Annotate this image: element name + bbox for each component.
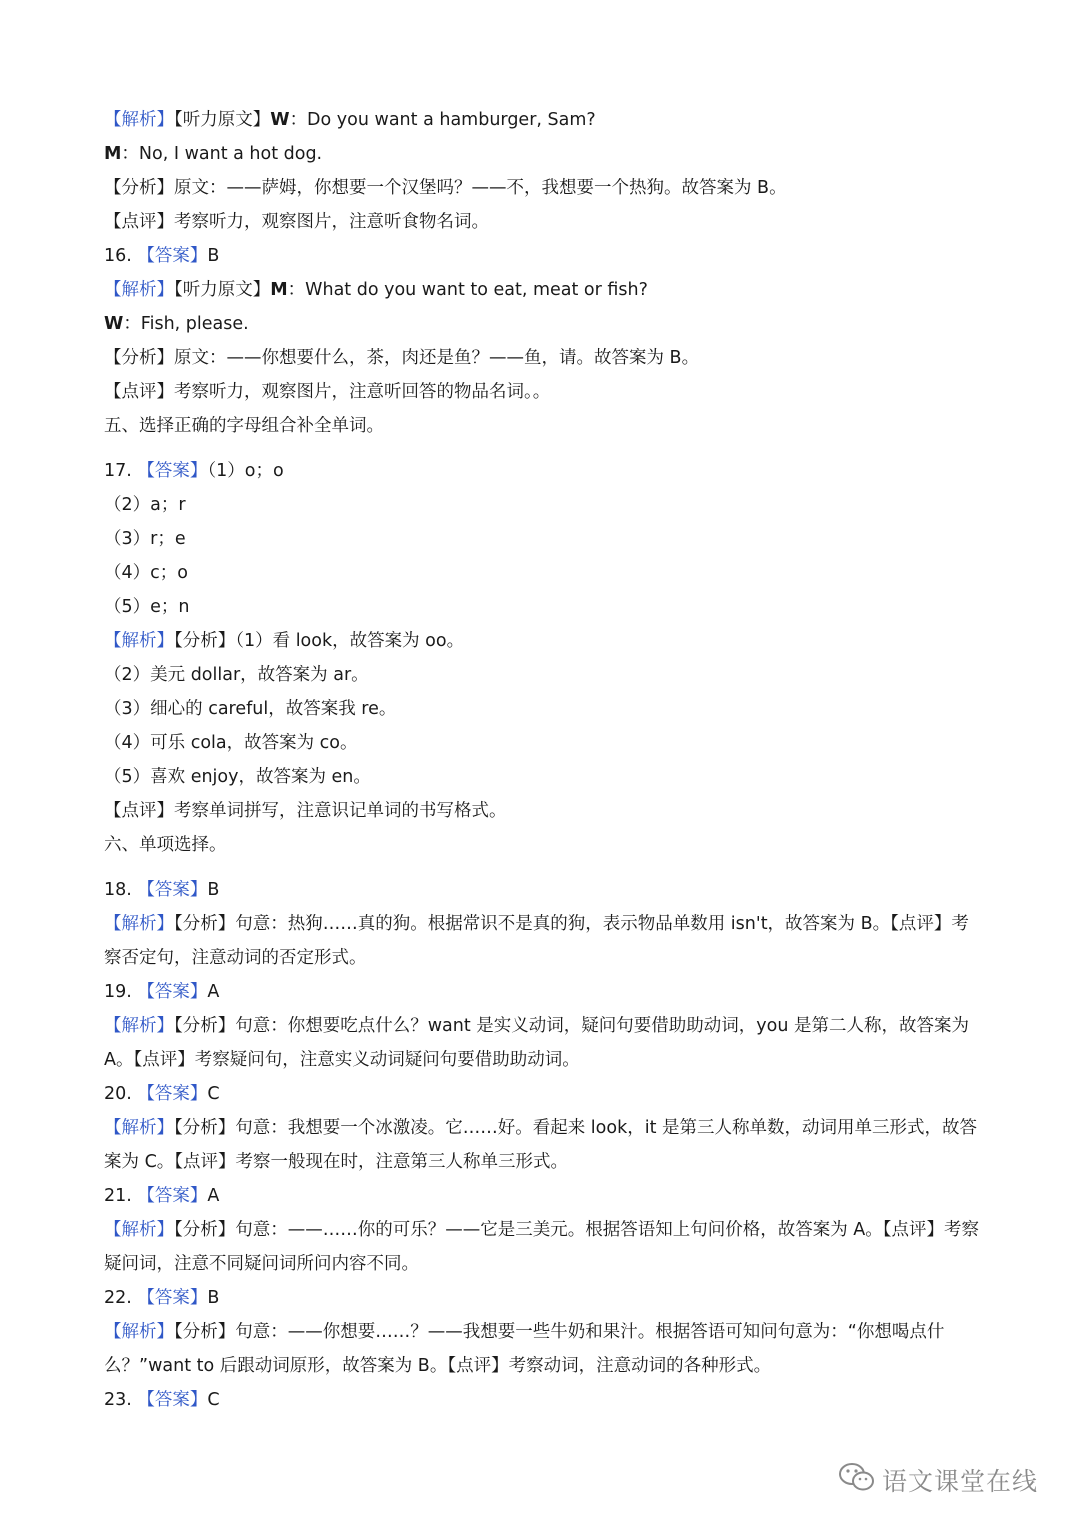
line-text: （1）o；o <box>207 461 284 481</box>
line-text: （2）a；r <box>104 495 186 515</box>
line-text: （4）c；o <box>104 563 188 583</box>
line-text: （5）e；n <box>104 597 190 617</box>
line-text: （3）r；e <box>104 529 186 549</box>
line-text: ：No, I want a hot dog. <box>121 144 323 164</box>
line-text: 【分析】句意：你想要吃点什么？want 是实义动词，疑问句要借助助动词，you 是第二人称，故答案为 A。【点评】考察疑问句，注意实义动词疑问句要借助助动词。 <box>104 1016 970 1070</box>
text-line <box>104 522 984 556</box>
line-text: （5）喜欢 enjoy，故答案为 en。 <box>104 767 371 787</box>
section-tag: 【解析】 <box>104 280 174 300</box>
section-tag: 【解析】 <box>104 1016 174 1036</box>
line-text: 【分析】原文：——萨姆，你想要一个汉堡吗？——不，我想要一个热狗。故答案为 B。 <box>104 178 787 198</box>
text-line <box>104 975 984 1009</box>
text-line <box>104 658 984 692</box>
text-line <box>104 1315 984 1383</box>
line-text: 【点评】考察听力，观察图片，注意听回答的物品名词。。 <box>104 382 551 402</box>
line-text: 【听力原文】 <box>174 110 271 130</box>
line-text: C <box>207 1390 220 1410</box>
section-tag: 【答案】 <box>137 1390 208 1410</box>
text-line <box>104 341 984 375</box>
line-text: 【点评】考察听力，观察图片，注意听食物名词。 <box>104 212 489 232</box>
line-text: 【点评】考察单词拼写，注意识记单词的书写格式。 <box>104 801 507 821</box>
line-text: A <box>207 982 220 1002</box>
line-text: C <box>207 1084 220 1104</box>
text-line <box>104 409 984 443</box>
watermark-text: 语文课堂在线 <box>882 1467 1039 1496</box>
document-body <box>104 103 984 1417</box>
line-text: B <box>207 1288 220 1308</box>
line-text: 【分析】句意：——……你的可乐？——它是三美元。根据答语知上句问价格，故答案为 A。【点评】考察疑问词，注意不同疑问词所问内容不同。 <box>104 1220 980 1274</box>
line-text: W <box>270 110 290 130</box>
line-text: ：What do you want to eat, meat or fish? <box>287 280 648 300</box>
line-text: 【分析】（1）看 look，故答案为 oo。 <box>174 631 465 651</box>
line-text: （2）美元 dollar，故答案为 ar。 <box>104 665 369 685</box>
line-text: （4）可乐 cola，故答案为 co。 <box>104 733 358 753</box>
line-text: 六、单项选择。 <box>104 835 227 855</box>
text-line <box>104 556 984 590</box>
line-text: 【分析】句意：——你想要……？——我想要一些牛奶和果汁。根据答语可知问句意为：“你想喝点什么？”want to 后跟动词原形，故答案为 B。【点评】考察动词，注意动词的各种形式。 <box>104 1322 945 1376</box>
text-line <box>104 103 984 137</box>
text-line <box>104 1213 984 1281</box>
line-text: 19. <box>104 982 138 1002</box>
section-tag: 【解析】 <box>104 110 174 130</box>
line-text: M <box>270 280 288 300</box>
section-tag: 【答案】 <box>137 1084 208 1104</box>
text-line <box>104 137 984 171</box>
section-gap <box>104 862 984 873</box>
line-text: B <box>207 246 220 266</box>
line-text: W <box>104 314 124 334</box>
section-tag: 【解析】 <box>104 914 174 934</box>
line-text: ：Do you want a hamburger, Sam? <box>289 110 596 130</box>
section-tag: 【答案】 <box>137 1288 208 1308</box>
section-tag: 【答案】 <box>137 1186 208 1206</box>
line-text: 17. <box>104 461 138 481</box>
section-tag: 【答案】 <box>137 880 208 900</box>
line-text: 18. <box>104 880 138 900</box>
line-text: 23. <box>104 1390 138 1410</box>
text-line <box>104 907 984 975</box>
line-text: 【分析】句意：热狗……真的狗。根据常识不是真的狗，表示物品单数用 isn't，故答案为 B。【点评】考察否定句，注意动词的否定形式。 <box>104 914 969 968</box>
line-text: ：Fish, please. <box>123 314 249 334</box>
section-tag: 【解析】 <box>104 1322 174 1342</box>
text-line <box>104 726 984 760</box>
text-line <box>104 273 984 307</box>
line-text: M <box>104 144 122 164</box>
section-tag: 【答案】 <box>137 982 208 1002</box>
line-text: 21. <box>104 1186 138 1206</box>
text-line <box>104 873 984 907</box>
line-text: 16. <box>104 246 138 266</box>
text-line <box>104 1009 984 1077</box>
text-line <box>104 1179 984 1213</box>
text-line <box>104 1383 984 1417</box>
line-text: 20. <box>104 1084 138 1104</box>
text-line <box>104 307 984 341</box>
text-line <box>104 488 984 522</box>
section-tag: 【答案】 <box>137 246 208 266</box>
text-line <box>104 239 984 273</box>
text-line <box>104 692 984 726</box>
watermark <box>838 1460 1038 1500</box>
line-text: 【分析】原文：——你想要什么，茶，肉还是鱼？——鱼，请。故答案为 B。 <box>104 348 700 368</box>
section-tag: 【解析】 <box>104 1118 174 1138</box>
text-line <box>104 205 984 239</box>
text-line <box>104 1077 984 1111</box>
line-text: 【听力原文】 <box>174 280 271 300</box>
text-line <box>104 1111 984 1179</box>
text-line <box>104 590 984 624</box>
section-tag: 【答案】 <box>137 461 208 481</box>
line-text: 五、选择正确的字母组合补全单词。 <box>104 416 384 436</box>
text-line <box>104 1281 984 1315</box>
text-line <box>104 760 984 794</box>
text-line <box>104 375 984 409</box>
section-tag: 【解析】 <box>104 631 174 651</box>
text-line <box>104 794 984 828</box>
line-text: B <box>207 880 220 900</box>
text-line <box>104 624 984 658</box>
text-line <box>104 171 984 205</box>
line-text: （3）细心的 careful，故答案我 re。 <box>104 699 397 719</box>
line-text: 22. <box>104 1288 138 1308</box>
text-line <box>104 454 984 488</box>
wechat-icon <box>838 1461 882 1499</box>
line-text: 【分析】句意：我想要一个冰激凌。它……好。看起来 look，it 是第三人称单数，动词用单三形式，故答案为 C。【点评】考察一般现在时，注意第三人称单三形式。 <box>104 1118 978 1172</box>
section-tag: 【解析】 <box>104 1220 174 1240</box>
section-gap <box>104 443 984 454</box>
text-line <box>104 828 984 862</box>
line-text: A <box>207 1186 220 1206</box>
